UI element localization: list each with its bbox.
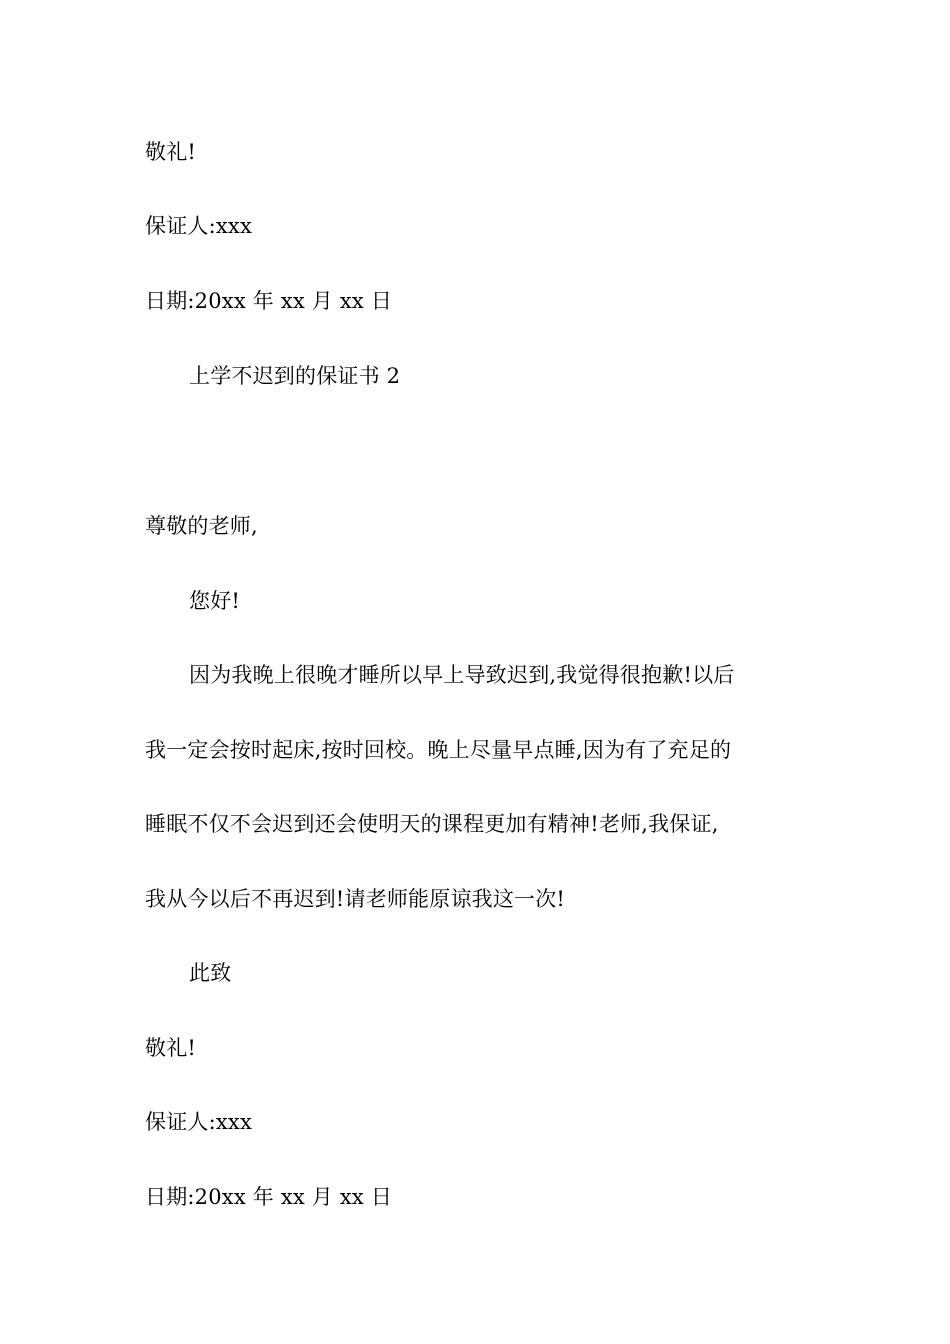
body-paragraph-line: 我一定会按时起床,按时回校。晚上尽量早点睡,因为有了充足的	[145, 738, 732, 762]
date-line: 日期:20xx 年 xx 月 xx 日	[145, 289, 393, 313]
salutation-closing: 敬礼!	[145, 140, 197, 164]
hello-line: 您好!	[189, 589, 241, 613]
body-paragraph-line: 我从今以后不再迟到!请老师能原谅我这一次!	[145, 887, 566, 911]
section-title: 上学不迟到的保证书 2	[189, 364, 401, 388]
body-paragraph-line: 睡眠不仅不会迟到还会使明天的课程更加有精神!老师,我保证,	[145, 812, 719, 836]
date-line: 日期:20xx 年 xx 月 xx 日	[145, 1185, 393, 1209]
body-paragraph-line: 因为我晚上很晚才睡所以早上导致迟到,我觉得很抱歉!以后	[189, 663, 735, 687]
greeting: 尊敬的老师,	[145, 514, 258, 538]
guarantor-line: 保证人:xxx	[145, 214, 253, 238]
closing-line: 此致	[189, 961, 232, 985]
salutation-closing: 敬礼!	[145, 1036, 197, 1060]
guarantor-line: 保证人:xxx	[145, 1110, 253, 1134]
